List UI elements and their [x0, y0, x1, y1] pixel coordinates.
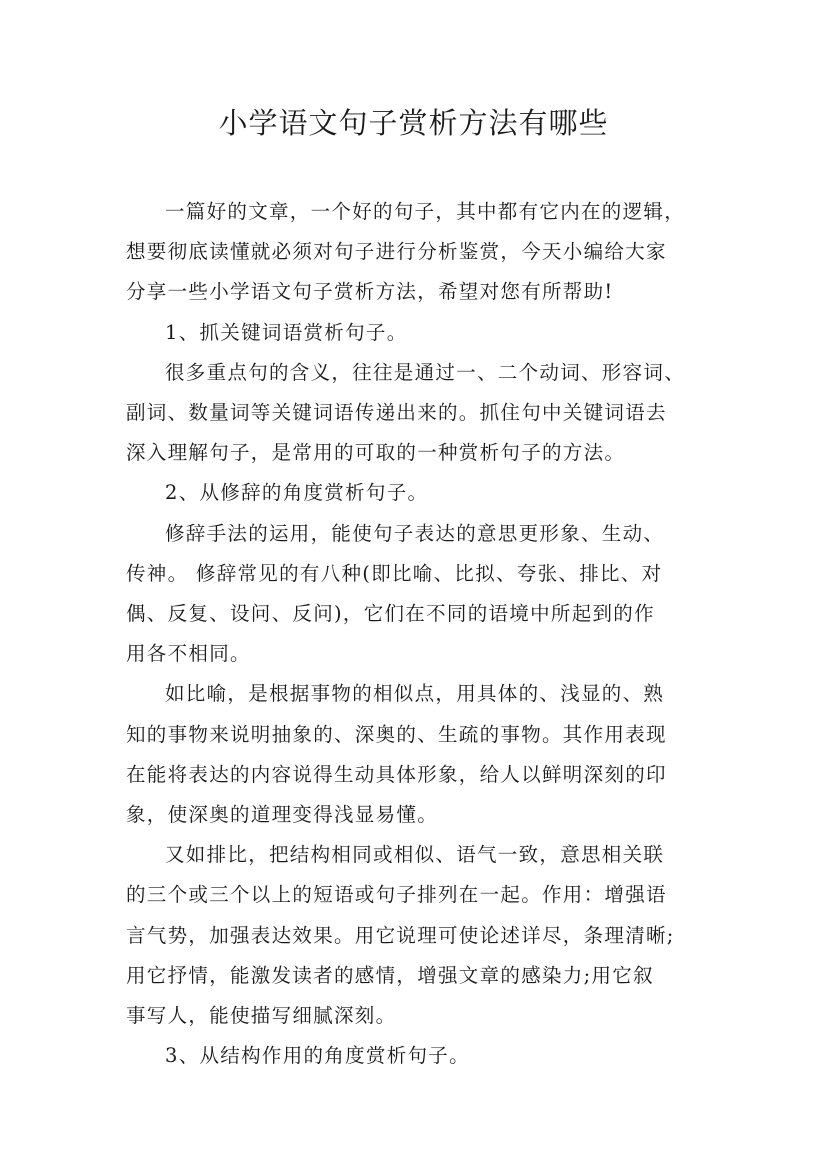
- section-2-paragraph: 修辞手法的运用，能使句子表达的意思更形象、生动、 传神。 修辞常见的有八种(即比喻、比拟、夸张、排比、对 偶、反复、设问、反问)，它们在不同的语境中所起到的作 用各不相同。: [126, 521, 665, 666]
- section-heading-1: 1、抓关键词语赏析句子。: [165, 320, 408, 344]
- section-heading-2: 2、从修辞的角度赏析句子。: [165, 481, 429, 505]
- metaphor-paragraph: 如比喻，是根据事物的相似点，用具体的、浅显的、熟 知的事物来说明抽象的、深奥的、生疏的事物。其作用表现 在能将表达的内容说得生动具体形象，给人以鲜明深刻的印 象，使深奥的道理变得浅显易懂。: [126, 682, 667, 827]
- section-heading-3: 3、从结构作用的角度赏析句子。: [165, 1044, 470, 1068]
- section-1-paragraph: 很多重点句的含义，往往是通过一、二个动词、形容词、 副词、数量词等关键词语传递出来的。抓住句中关键词语去 深入理解句子，是常用的可取的一种赏析句子的方法。: [126, 360, 686, 465]
- document-title: 小学语文句子赏析方法有哪些: [218, 106, 609, 140]
- document-body: [126, 192, 712, 1076]
- intro-paragraph: 一篇好的文章，一个好的句子，其中都有它内在的逻辑， 想要彻底读懂就必须对句子进行分析鉴赏，今天小编给大家 分享一些小学语文句子赏析方法，希望对您有所帮助!: [126, 200, 686, 304]
- parallelism-paragraph: 又如排比，把结构相同或相似、语气一致，意思相关联 的三个或三个以上的短语或句子排列在一起。作用：增强语 言气势，加强表达效果。用它说理可使论述详尽，条理清晰; 用它抒情，能激发读者的感情，增强文章的感染力;用它叙 事写人，能使描写细腻深刻。: [126, 843, 675, 1028]
